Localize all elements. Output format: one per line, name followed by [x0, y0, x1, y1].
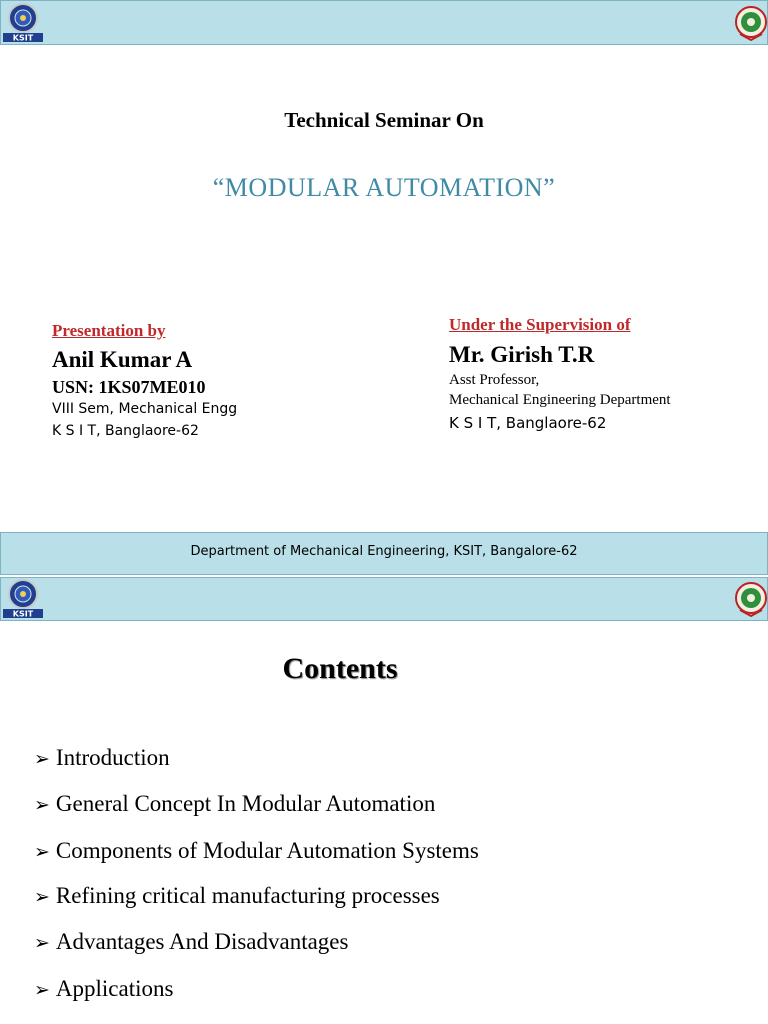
- arrow-bullet-icon: ➢: [34, 748, 50, 770]
- list-item-label: General Concept In Modular Automation: [55, 791, 436, 816]
- supervisor-name: Mr. Girish T.R: [449, 342, 595, 367]
- arrow-bullet-icon: ➢: [34, 979, 50, 1001]
- header-band: [0, 0, 768, 45]
- presenter-usn: USN: 1KS07ME010: [52, 377, 206, 397]
- seminar-label: Technical Seminar On: [284, 108, 484, 132]
- list-item-label: Refining critical manufacturing processes: [55, 883, 440, 908]
- presenter-semester: VIII Sem, Mechanical Engg: [52, 401, 238, 417]
- arrow-bullet-icon: ➢: [34, 794, 50, 816]
- ksit-logo-icon: [3, 578, 43, 618]
- list-item-label: Applications: [55, 976, 174, 1001]
- list-item-label: Components of Modular Automation Systems: [55, 838, 479, 863]
- list-item-label: Introduction: [55, 745, 170, 770]
- college-seal-icon: [734, 2, 768, 42]
- arrow-bullet-icon: ➢: [34, 886, 50, 908]
- supervisor-designation: Asst Professor,: [449, 372, 540, 388]
- footer-text: Department of Mechanical Engineering, KSIT, Bangalore-62: [190, 544, 578, 559]
- svg-text:KSIT: KSIT: [12, 33, 34, 42]
- supervisor-college: K S I T, Banglaore-62: [449, 414, 607, 432]
- presentation-title: “MODULAR AUTOMATION”: [212, 173, 556, 202]
- list-item: [34, 745, 170, 771]
- contents-heading: Contents: [282, 652, 398, 685]
- supervisor-department: Mechanical Engineering Department: [449, 392, 671, 408]
- list-item: [34, 883, 440, 909]
- arrow-bullet-icon: ➢: [34, 841, 50, 863]
- presenter-college: K S I T, Banglaore-62: [52, 423, 199, 439]
- arrow-bullet-icon: ➢: [34, 932, 50, 954]
- supervisor-heading: Under the Supervision of: [449, 315, 631, 334]
- list-item: [34, 838, 479, 864]
- list-item: [34, 929, 348, 955]
- college-seal-icon: [734, 578, 768, 618]
- svg-text:KSIT: KSIT: [12, 609, 34, 618]
- list-item-label: Advantages And Disadvantages: [55, 929, 349, 954]
- presenter-name: Anil Kumar A: [52, 347, 193, 372]
- presenter-heading: Presentation by: [52, 321, 166, 340]
- slide2-header-band: [0, 577, 768, 621]
- list-item: [34, 791, 435, 817]
- list-item: [34, 976, 173, 1002]
- ksit-logo-icon: [3, 2, 43, 42]
